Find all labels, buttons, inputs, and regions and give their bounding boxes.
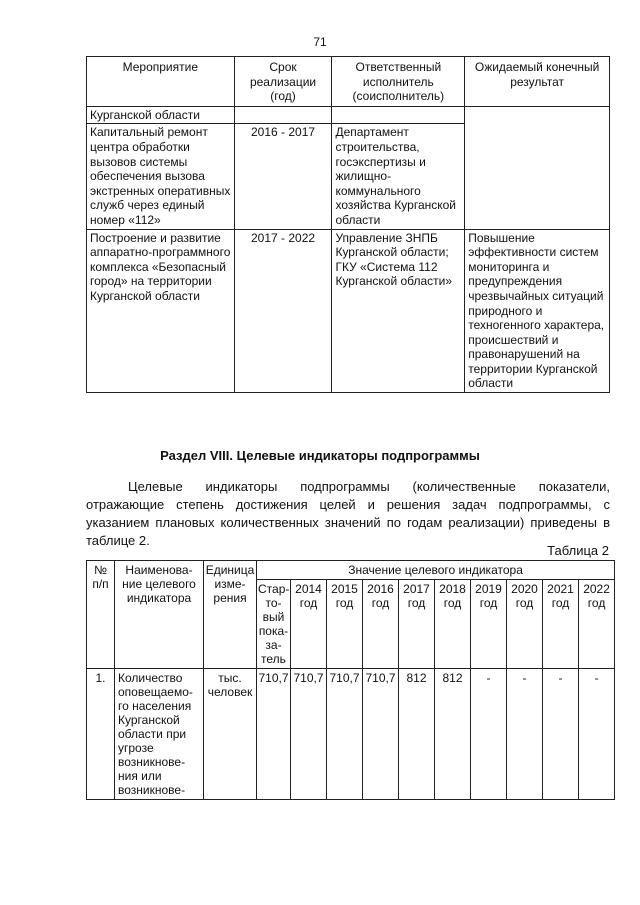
cell-value: 710,7 xyxy=(327,669,363,800)
subheader-cell: Стар-то-вый пока-за-тель xyxy=(257,580,291,669)
section-title: Раздел VIII. Целевые индикаторы подпрограммы xyxy=(160,448,480,463)
table-header-row xyxy=(87,561,615,580)
cell-term: 2017 - 2022 xyxy=(234,229,332,393)
table-row xyxy=(87,669,615,800)
cell-value: 710,7 xyxy=(363,669,399,800)
cell-executor: Департамент строительства, госэкспертизы и жилищно-коммунального хозяйства Курганской области xyxy=(332,124,465,229)
header-term: Срок реализации (год) xyxy=(234,57,332,107)
cell-name: Количество оповещаемо-го населения Курганской области при угрозе возникнове-ния или возникнове- xyxy=(115,669,204,800)
table-header-row xyxy=(87,57,610,107)
subheader-cell: 2020 год xyxy=(507,580,543,669)
header-value: Значение целевого индикатора xyxy=(257,561,615,580)
cell-event: Построение и развитие аппаратно-программного комплекса «Безопасный город» на территории Курганской области xyxy=(87,229,235,393)
page-number: 71 xyxy=(313,35,327,49)
subheader-cell: 2021 год xyxy=(543,580,579,669)
subheader-cell: 2022 год xyxy=(579,580,615,669)
cell-value: - xyxy=(543,669,579,800)
header-num: № п/п xyxy=(87,561,115,669)
cell-event: Капитальный ремонт центра обработки вызовов системы обеспечения вызова экстренных оперативных служб через единый номер «112» xyxy=(87,124,235,229)
cell-value: - xyxy=(471,669,507,800)
cell-unit: тыс. человек xyxy=(204,669,257,800)
cell-term: 2016 - 2017 xyxy=(234,124,332,229)
table-row xyxy=(87,106,610,124)
header-event: Мероприятие xyxy=(87,57,235,107)
subheader-cell: 2016 год xyxy=(363,580,399,669)
subheader-cell: 2019 год xyxy=(471,580,507,669)
indicators-table xyxy=(86,560,615,800)
subheader-cell: 2018 год xyxy=(435,580,471,669)
subheader-cell: 2014 год xyxy=(291,580,327,669)
header-result: Ожидаемый конечный результат xyxy=(465,57,610,107)
cell-value: 812 xyxy=(399,669,435,800)
cell-result: Повышение эффективности систем мониторинга и предупреждения чрезвычайных ситуаций природного и техногенного характера, происшествий и правонарушений на территории Курганской области xyxy=(465,229,610,393)
subheader-cell: 2017 год xyxy=(399,580,435,669)
cell-executor: Управление ЗНПБ Курганской области; ГКУ «Система 112 Курганской области» xyxy=(332,229,465,393)
cell-value: 710,7 xyxy=(291,669,327,800)
header-unit: Единица изме-рения xyxy=(204,561,257,669)
events-table xyxy=(86,56,610,393)
cell-term xyxy=(234,106,332,124)
table-caption: Таблица 2 xyxy=(547,543,609,558)
cell-num: 1. xyxy=(87,669,115,800)
table-row xyxy=(87,229,610,393)
cell-value: - xyxy=(507,669,543,800)
header-executor: Ответственный исполнитель (соисполнитель) xyxy=(332,57,465,107)
cell-value: 812 xyxy=(435,669,471,800)
cell-executor xyxy=(332,106,465,124)
cell-value: - xyxy=(579,669,615,800)
intro-paragraph: Целевые индикаторы подпрограммы (количественные показатели, отражающие степень достижения целей и решения задач подпрограммы, с указанием плановых количественных значений по годам реализации) приведены в таблице 2. xyxy=(86,479,610,548)
cell-value: 710,7 xyxy=(257,669,291,800)
cell-event: Курганской области xyxy=(87,106,235,124)
subheader-cell: 2015 год xyxy=(327,580,363,669)
cell-result xyxy=(465,106,610,229)
header-name: Наименова-ние целевого индикатора xyxy=(115,561,204,669)
